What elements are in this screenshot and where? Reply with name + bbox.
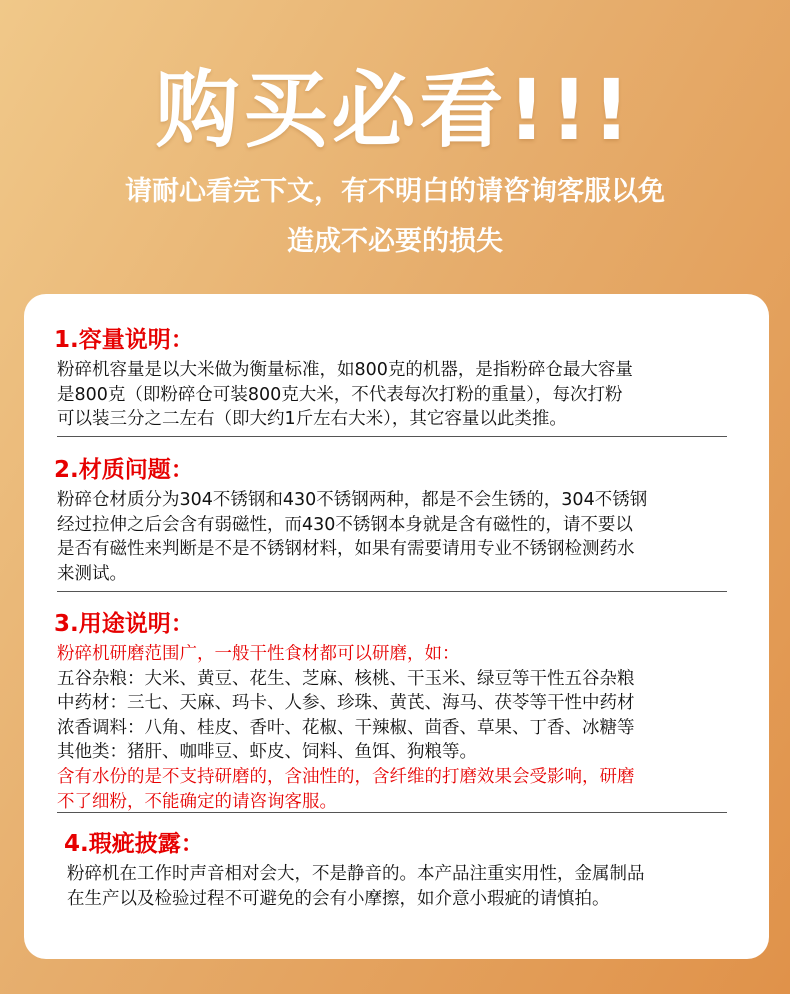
section-title-material: 2.材质问题： [54, 457, 194, 483]
subtitle-line-2: 造成不必要的损失 [287, 226, 503, 257]
section-body-material: 粉碎仓材质分为304不锈钢和430不锈钢两种，都是不会生锈的，304不锈钢 经过拉伸之后会含有弱磁性，而430不锈钢本身就是含有磁性的，请不要以 是否有磁性来判断是不是不锈钢材料，如果有需要请用专业不锈钢检测药水 来测试。 [57, 490, 648, 584]
section-body-usage: 粉碎机研磨范围广，一般干性食材都可以研磨，如： 五谷杂粮：大米、黄豆、花生、芝麻、核桃、干玉米、绿豆等干性五谷杂粮 中药材：三七、天麻、玛卡、人参、珍珠、黄芪、海马、茯苓等干性中药材 浓香调料：八角、桂皮、香叶、花椒、干辣椒、茴香、草果、丁香、冰糖等 其他类：猪肝、咖啡豆、虾皮、饲料、鱼饵、狗粮等。 含有水份的是不支持研磨的，含油性的，含纤维的打磨效果会受影响，研磨 不了细粉，不能确定的请咨询客服。 [57, 644, 635, 812]
page-title: 购买必看!!! [155, 61, 635, 159]
section-divider [57, 812, 727, 813]
section-divider [57, 591, 727, 592]
section-body-capacity: 粉碎机容量是以大米做为衡量标准，如800克的机器，是指粉碎仓最大容量 是800克（即粉碎仓可装800克大米，不代表每次打粉的重量），每次打粉 可以装三分之二左右（即大约1斤左右大米），其它容量以此类推。 [57, 360, 633, 430]
section-divider [57, 436, 727, 437]
section-title-defects: 4.瑕疵披露： [64, 831, 204, 857]
notice-card [24, 294, 769, 959]
section-body-defects: 粉碎机在工作时声音相对会大，不是静音的。本产品注重实用性，金属制品 在生产以及检验过程不可避免的会有小摩擦，如介意小瑕疵的请慎拍。 [67, 864, 645, 909]
section-title-usage: 3.用途说明： [54, 611, 194, 637]
subtitle-line-1: 请耐心看完下文，有不明白的请咨询客服以免 [125, 176, 665, 207]
section-title-capacity: 1.容量说明： [54, 327, 194, 353]
